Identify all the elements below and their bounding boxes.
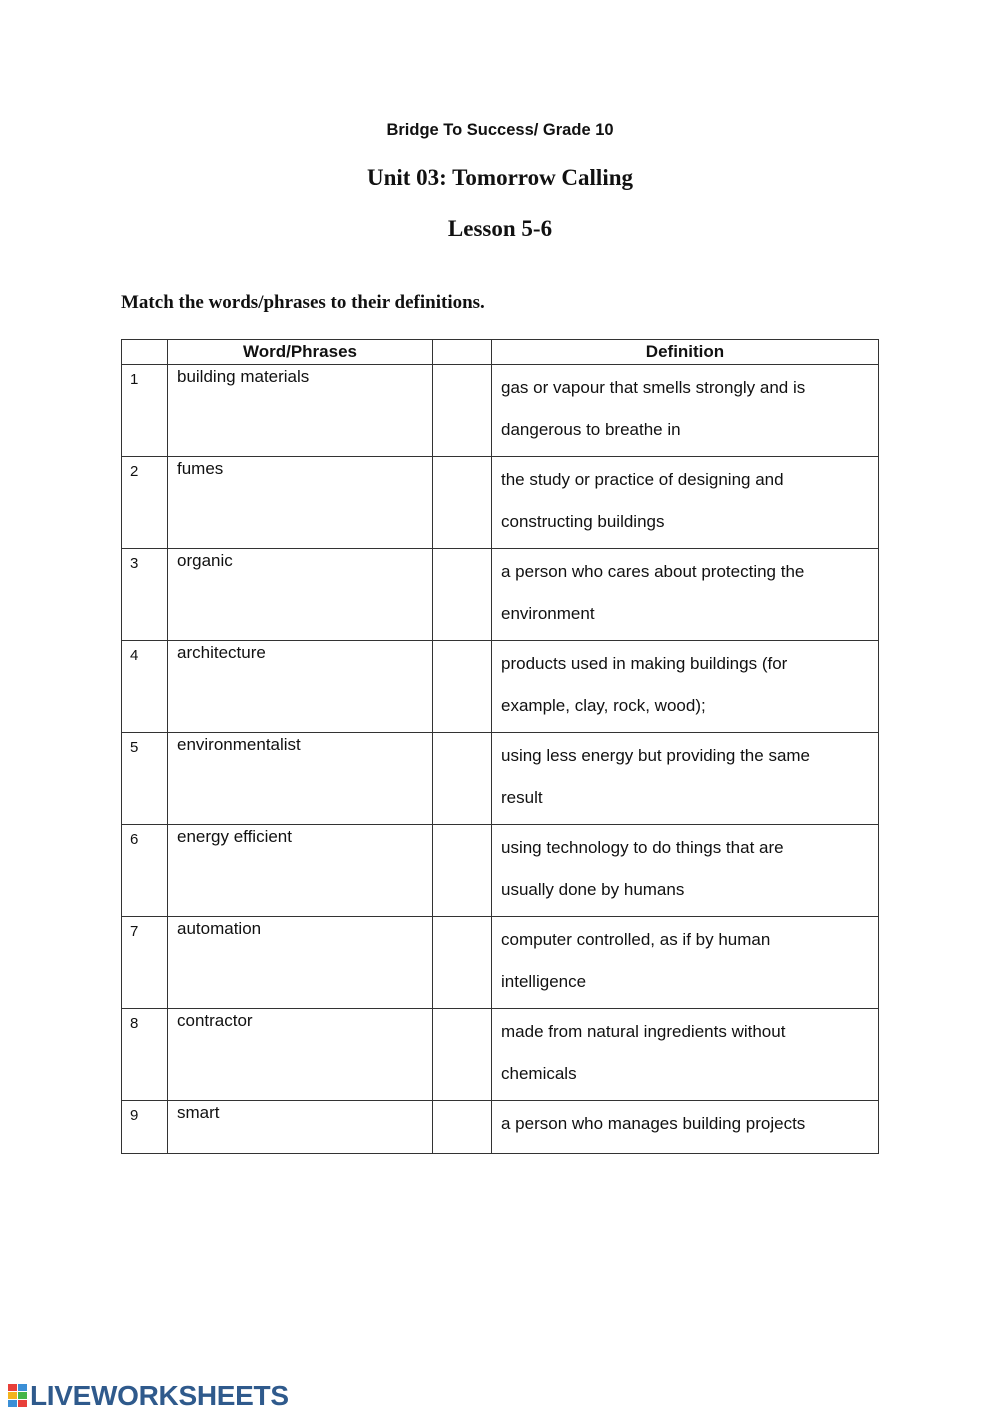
- table-row: [122, 825, 879, 917]
- row-number: 1: [122, 365, 168, 457]
- row-definition: [492, 641, 879, 733]
- brand-name: LIVEWORKSHEETS: [30, 1380, 289, 1411]
- row-word: fumes: [168, 457, 433, 549]
- definition-line: intelligence: [501, 972, 587, 991]
- row-word: energy efficient: [168, 825, 433, 917]
- row-number: 3: [122, 549, 168, 641]
- row-word: environmentalist: [168, 733, 433, 825]
- row-definition: [492, 825, 879, 917]
- row-word: contractor: [168, 1009, 433, 1101]
- course-title: Bridge To Success/ Grade 10: [386, 121, 614, 139]
- answer-box[interactable]: [433, 1101, 492, 1154]
- definition-line: result: [501, 788, 543, 807]
- header-word: Word/Phrases: [168, 340, 433, 365]
- definition-line: using technology to do things that are: [501, 838, 784, 857]
- answer-box[interactable]: [433, 365, 492, 457]
- answer-box[interactable]: [433, 1009, 492, 1101]
- row-definition: [492, 1101, 879, 1154]
- row-definition: [492, 733, 879, 825]
- definition-line: products used in making buildings (for: [501, 654, 788, 673]
- definition-line: computer controlled, as if by human: [501, 930, 771, 949]
- table-row: [122, 641, 879, 733]
- answer-box[interactable]: [433, 825, 492, 917]
- row-definition: [492, 1009, 879, 1101]
- definition-line: a person who manages building projects: [501, 1114, 806, 1133]
- unit-title: Unit 03: Tomorrow Calling: [366, 165, 634, 190]
- table-row: [122, 1009, 879, 1101]
- row-word: architecture: [168, 641, 433, 733]
- table-row: [122, 917, 879, 1009]
- header-number: [122, 340, 168, 365]
- definition-line: dangerous to breathe in: [501, 420, 681, 439]
- row-definition: [492, 917, 879, 1009]
- row-word: automation: [168, 917, 433, 1009]
- row-word: building materials: [168, 365, 433, 457]
- table-row: [122, 733, 879, 825]
- table-row: [122, 457, 879, 549]
- row-word: organic: [168, 549, 433, 641]
- lesson-title: Lesson 5-6: [447, 216, 553, 241]
- blocks-icon: [8, 1384, 28, 1408]
- answer-box[interactable]: [433, 457, 492, 549]
- answer-box[interactable]: [433, 549, 492, 641]
- table-row: [122, 1101, 879, 1154]
- row-number: 5: [122, 733, 168, 825]
- definition-line: using less energy but providing the same: [501, 746, 811, 765]
- row-number: 9: [122, 1101, 168, 1154]
- definition-line: the study or practice of designing and: [501, 470, 784, 489]
- answer-box[interactable]: [433, 917, 492, 1009]
- row-number: 8: [122, 1009, 168, 1101]
- row-number: 2: [122, 457, 168, 549]
- row-word: smart: [168, 1101, 433, 1154]
- row-definition: [492, 365, 879, 457]
- definition-line: a person who cares about protecting the: [501, 562, 805, 581]
- definition-line: chemicals: [501, 1064, 577, 1083]
- definition-line: example, clay, rock, wood);: [501, 696, 706, 715]
- header-answer: [433, 340, 492, 365]
- row-definition: [492, 457, 879, 549]
- table-header-row: [122, 340, 879, 365]
- definition-line: usually done by humans: [501, 880, 685, 899]
- liveworksheets-logo: [8, 1380, 289, 1412]
- table-row: [122, 549, 879, 641]
- definition-line: constructing buildings: [501, 512, 665, 531]
- row-definition: [492, 549, 879, 641]
- matching-table: [121, 339, 879, 1154]
- header-definition: Definition: [492, 340, 879, 365]
- row-number: 7: [122, 917, 168, 1009]
- answer-box[interactable]: [433, 733, 492, 825]
- definition-line: environment: [501, 604, 595, 623]
- definition-line: gas or vapour that smells strongly and is: [501, 378, 806, 397]
- instruction-text: Match the words/phrases to their definitions.: [121, 292, 485, 313]
- table-row: [122, 365, 879, 457]
- row-number: 4: [122, 641, 168, 733]
- answer-box[interactable]: [433, 641, 492, 733]
- row-number: 6: [122, 825, 168, 917]
- definition-line: made from natural ingredients without: [501, 1022, 786, 1041]
